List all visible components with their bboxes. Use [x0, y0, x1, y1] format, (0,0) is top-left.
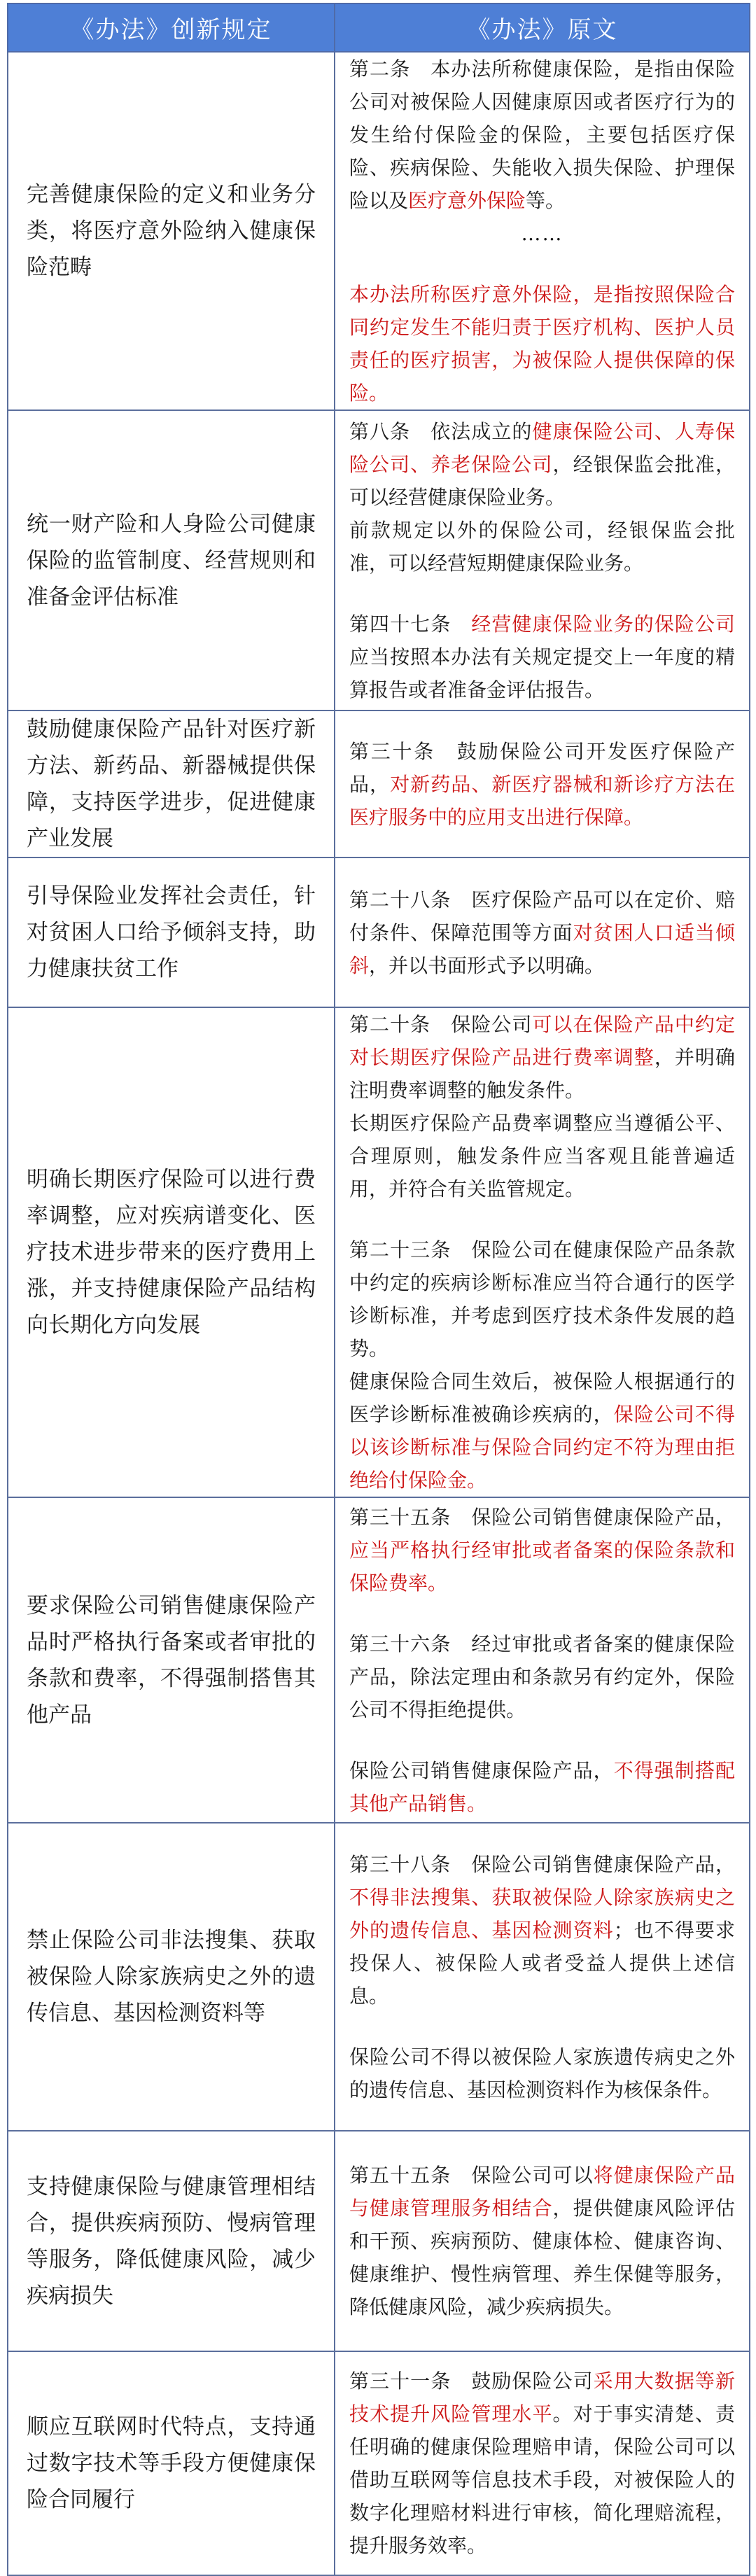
innovation-cell: 鼓励健康保险产品针对医疗新方法、新药品、新器械提供保障，支持医学进步，促进健康产业发展	[8, 710, 335, 858]
header-original-text: 《办法》原文	[335, 4, 750, 52]
emphasis-text: 采用大数据等新技术提升风险管理水平	[349, 2370, 735, 2426]
innovation-cell: 引导保险业发挥社会责任，针对贫困人口给予倾斜支持，助力健康扶贫工作	[8, 858, 335, 1007]
article-paragraph: 第五十五条 保险公司可以将健康保险产品与健康管理服务相结合，提供健康风险评估和干预、疾病预防、健康体检、健康咨询、健康维护、慢性病管理、养生保健等服务，降低健康风险，减少疾病损失。	[349, 2164, 735, 2318]
table-row	[8, 1497, 750, 1823]
table-row	[8, 1823, 750, 2131]
emphasis-text: 对新药品、新医疗器械和新诊疗方法在医疗服务中的应用支出进行保障。	[349, 772, 735, 829]
ellipsis: ……	[521, 222, 564, 245]
emphasis-text: 健康保险公司、人寿保险公司、养老保险公司	[349, 419, 735, 476]
emphasis-text: 经营健康保险业务的保险公司	[471, 612, 735, 636]
emphasis-text: 应当严格执行经审批或者备案的保险条款和保险费率。	[349, 1538, 735, 1595]
header-innovation: 《办法》创新规定	[8, 4, 335, 52]
emphasis-text: 可以在保险产品中约定对长期医疗保险产品进行费率调整	[349, 1013, 735, 1069]
original-text-cell	[335, 2351, 750, 2575]
innovation-cell: 统一财产险和人身险公司健康保险的监管制度、经营规则和准备金评估标准	[8, 410, 335, 710]
original-text-cell	[335, 2131, 750, 2351]
article-paragraph: 第三十六条 经过审批或者备案的健康保险产品，除法定理由和条款另有约定外，保险公司不得拒绝提供。	[349, 1632, 735, 1721]
original-text-cell	[335, 710, 750, 858]
table-header-row	[8, 4, 750, 52]
article-paragraph: 第二十三条 保险公司在健康保险产品条款中约定的疾病诊断标准应当符合通行的医学诊断标准，并考虑到医疗技术条件发展的趋势。	[349, 1238, 735, 1360]
innovation-cell: 禁止保险公司非法搜集、获取被保险人除家族病史之外的遗传信息、基因检测资料等	[8, 1823, 335, 2131]
innovation-cell: 支持健康保险与健康管理相结合，提供疾病预防、慢病管理等服务，降低健康风险，减少疾病损失	[8, 2131, 335, 2351]
article-paragraph: 第四十七条 经营健康保险业务的保险公司应当按照本办法有关规定提交上一年度的精算报告或者准备金评估报告。	[349, 612, 735, 701]
article-paragraph: 第二条 本办法所称健康保险，是指由保险公司对被保险人因健康原因或者医疗行为的发生给付保险金的保险，主要包括医疗保险、疾病保险、失能收入损失保险、护理保险以及医疗意外保险等。	[349, 57, 735, 212]
emphasis-paragraph: 本办法所称医疗意外保险，是指按照保险合同约定发生不能归责于医疗机构、医护人员责任的医疗损害，为被保险人提供保障的保险。	[349, 283, 735, 405]
original-text-cell	[335, 1007, 750, 1497]
innovation-cell: 顺应互联网时代特点，支持通过数字技术等手段方便健康保险合同履行	[8, 2351, 335, 2575]
innovation-cell: 明确长期医疗保险可以进行费率调整，应对疾病谱变化、医疗技术进步带来的医疗费用上涨，并支持健康保险产品结构向长期化方向发展	[8, 1007, 335, 1497]
table-row	[8, 2351, 750, 2575]
article-paragraph: 长期医疗保险产品费率调整应当遵循公平、合理原则，触发条件应当客观且能普遍适用，并符合有关监管规定。	[349, 1112, 735, 1200]
original-text-cell	[335, 1823, 750, 2131]
emphasis-text: 对贫困人口适当倾斜	[349, 920, 735, 977]
article-paragraph: 第八条 依法成立的健康保险公司、人寿保险公司、养老保险公司，经银保监会批准，可以经营健康保险业务。	[349, 419, 735, 509]
article-paragraph: 健康保险合同生效后，被保险人根据通行的医学诊断标准被确诊疾病的，保险公司不得以该诊断标准与保险合同约定不符为理由拒绝给付保险金。	[349, 1370, 735, 1492]
article-paragraph: 第三十五条 保险公司销售健康保险产品，应当严格执行经审批或者备案的保险条款和保险费率。	[349, 1505, 735, 1595]
article-paragraph: 第三十八条 保险公司销售健康保险产品，不得非法搜集、获取被保险人除家族病史之外的遗传信息、基因检测资料；也不得要求投保人、被保险人或者受益人提供上述信息。	[349, 1852, 735, 2008]
emphasis-text: 保险公司不得以该诊断标准与保险合同约定不符为理由拒绝给付保险金。	[349, 1403, 735, 1492]
comparison-table	[7, 3, 750, 2576]
table-row	[8, 52, 750, 410]
article-paragraph: 第二十八条 医疗保险产品可以在定价、赔付条件、保障范围等方面对贫困人口适当倾斜，并以书面形式予以明确。	[349, 888, 735, 977]
emphasis-text: 将健康保险产品与健康管理服务相结合	[349, 2164, 735, 2220]
table-row	[8, 858, 750, 1007]
article-paragraph: 保险公司销售健康保险产品，不得强制搭配其他产品销售。	[349, 1758, 735, 1815]
original-text-cell	[335, 410, 750, 710]
innovation-cell: 要求保险公司销售健康保险产品时严格执行备案或者审批的条款和费率，不得强制搭售其他产品	[8, 1497, 335, 1823]
table-row	[8, 410, 750, 710]
emphasis-text: 不得强制搭配其他产品销售。	[349, 1758, 735, 1815]
original-text-cell	[335, 858, 750, 1007]
emphasis-text: 不得非法搜集、获取被保险人除家族病史之外的遗传信息、基因检测资料	[349, 1885, 735, 1942]
table-row	[8, 710, 750, 858]
original-text-cell	[335, 52, 750, 410]
table-row	[8, 1007, 750, 1497]
article-paragraph: 前款规定以外的保险公司，经银保监会批准，可以经营短期健康保险业务。	[349, 518, 735, 575]
innovation-cell: 完善健康保险的定义和业务分类，将医疗意外险纳入健康保险范畴	[8, 52, 335, 410]
emphasis-text: 医疗意外保险	[408, 189, 526, 212]
article-paragraph: 第三十条 鼓励保险公司开发医疗保险产品，对新药品、新医疗器械和新诊疗方法在医疗服务中的应用支出进行保障。	[349, 739, 735, 829]
article-paragraph: 第二十条 保险公司可以在保险产品中约定对长期医疗保险产品进行费率调整，并明确注明费率调整的触发条件。	[349, 1013, 735, 1102]
original-text-cell	[335, 1497, 750, 1823]
article-paragraph: 第三十一条 鼓励保险公司采用大数据等新技术提升风险管理水平。对于事实清楚、责任明确的健康保险理赔申请，保险公司可以借助互联网等信息技术手段，对被保险人的数字化理赔材料进行审核，简化理赔流程，提升服务效率。	[349, 2370, 735, 2557]
article-paragraph: 保险公司不得以被保险人家族遗传病史之外的遗传信息、基因检测资料作为核保条件。	[349, 2045, 735, 2101]
comparison-table-wrapper	[7, 3, 749, 2576]
table-row	[8, 2131, 750, 2351]
